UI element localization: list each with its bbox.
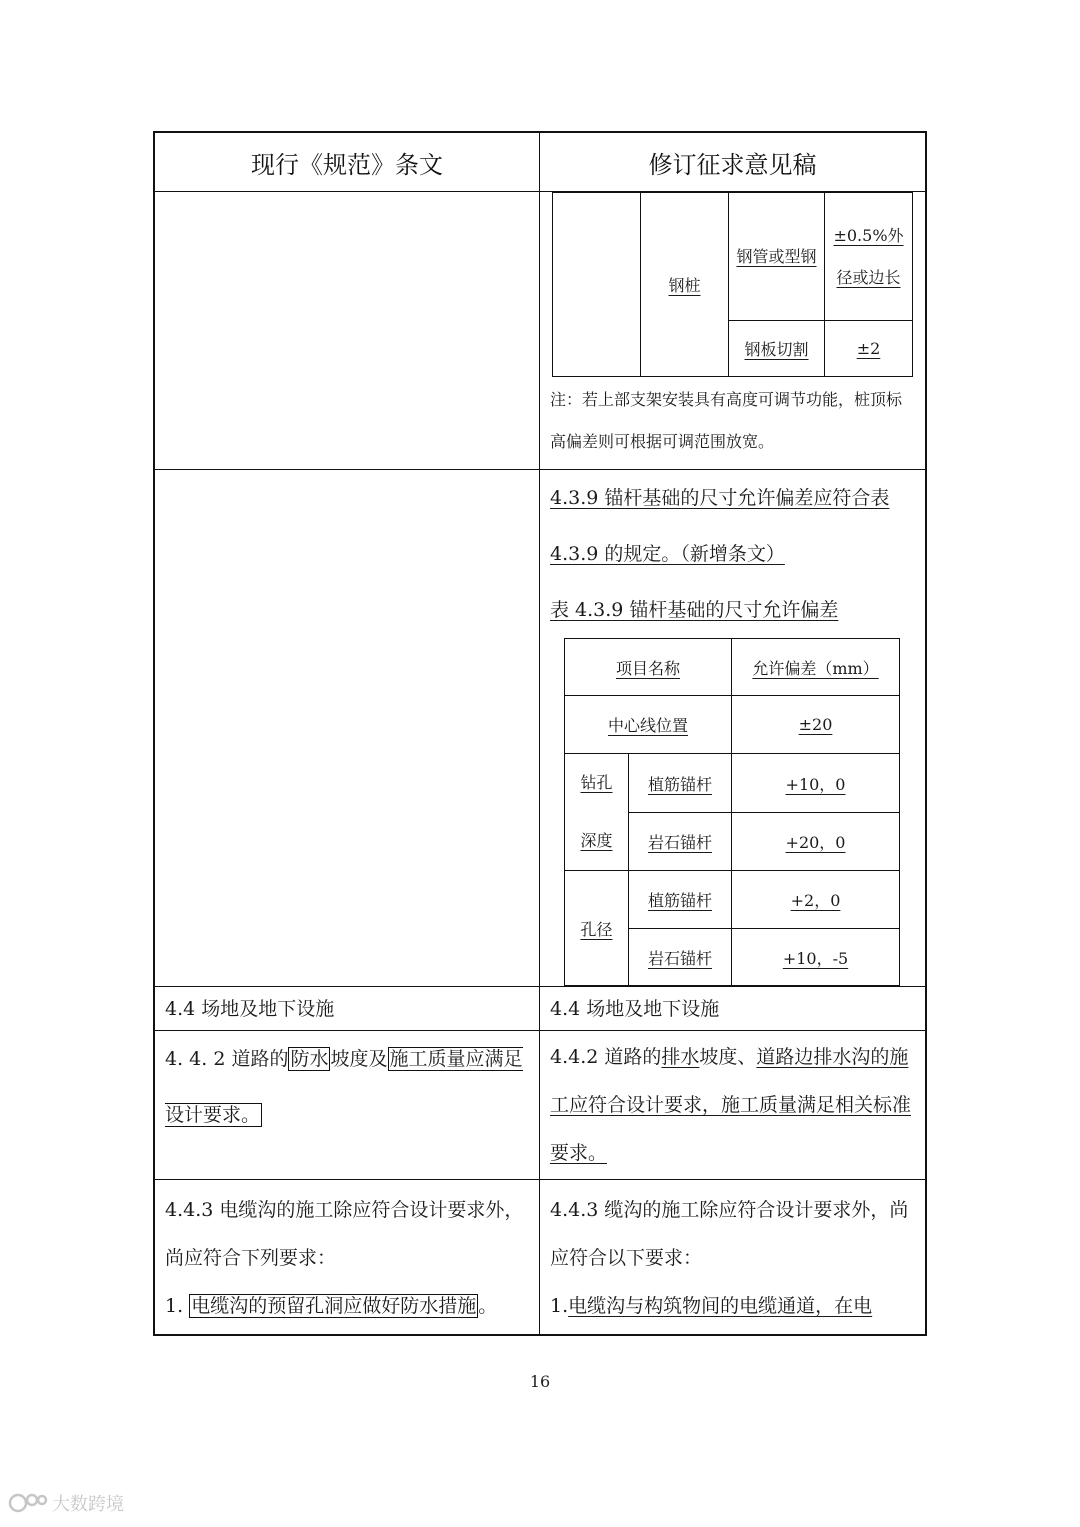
- clause-4-4-2-right: 4.4.2 道路的排水坡度、道路边排水沟的施工应符合设计要求，施工质量满足相关标准要求。: [540, 1031, 927, 1180]
- clause-4-4-3-right: 4.4.3 缆沟的施工除应符合设计要求外，尚应符合以下要求： 1.电缆沟与构筑物间的电缆通道，在电: [540, 1180, 927, 1336]
- pile-type-steel-pipe: 钢管或型钢: [729, 193, 825, 321]
- anchor-tolerance-table: [564, 638, 900, 986]
- boxed-quality-requirement: 施工质量应满足设计要求。: [165, 1048, 523, 1126]
- col-tolerance: 允许偏差（mm）: [732, 639, 900, 696]
- clause-4-4-3-left: 4.4.3 电缆沟的施工除应符合设计要求外，尚应符合下列要求： 1. 电缆沟的预留孔洞应做好防水措施 。: [154, 1180, 540, 1336]
- underlined-ditch-requirement: 道路边排水沟的施工应符合设计要求，施工质量满足相关标准要求。: [550, 1046, 912, 1164]
- anchor-foundation-cell: [540, 470, 927, 987]
- pile-value-steel-pipe: ±0.5%外径或边长: [825, 193, 913, 321]
- underlined-drainage: 排水: [661, 1046, 700, 1068]
- table-row-clause-4-4-3: [154, 1180, 926, 1336]
- drill-depth-type-2: 岩石锚杆: [629, 813, 732, 871]
- page-number: 16: [529, 1372, 551, 1391]
- hole-diameter-type-2: 岩石锚杆: [629, 929, 732, 986]
- col-item-name: 项目名称: [565, 639, 732, 696]
- section-4-4-right: 4.4 场地及地下设施: [540, 987, 927, 1031]
- table-4-3-9-title: 表 4.3.9 锚杆基础的尺寸允许偏差: [550, 599, 839, 621]
- hole-diameter-value-1: +2，0: [732, 871, 900, 929]
- boxed-waterproof: 防水: [290, 1048, 329, 1070]
- underlined-cable-channel: 电缆沟与构筑物间的电缆通道，在电: [568, 1295, 873, 1317]
- center-line-value: ±20: [732, 696, 900, 754]
- hole-diameter-type-1: 植筋锚杆: [629, 871, 732, 929]
- comparison-table: [153, 131, 927, 1336]
- hole-diameter-label: 孔径: [565, 871, 629, 986]
- drill-depth-value-2: +20，0: [732, 813, 900, 871]
- section-4-4-left: 4.4 场地及地下设施: [154, 987, 540, 1031]
- watermark-text: 大数跨境: [52, 1494, 124, 1515]
- header-revised-draft: 修订征求意见稿: [540, 132, 927, 192]
- empty-left-cell: [154, 192, 540, 470]
- table-row-pile-tolerance: [154, 192, 926, 470]
- pile-tolerance-cell: [540, 192, 927, 470]
- pile-blank-cell: [553, 193, 641, 377]
- pile-note: 注：若上部支架安装具有高度可调节功能，桩顶标高偏差则可根据可调范围放宽。: [550, 390, 903, 451]
- hole-diameter-value-2: +10，-5: [732, 929, 900, 986]
- center-line-label: 中心线位置: [565, 696, 732, 754]
- drill-depth-label: 钻孔深度: [565, 754, 629, 871]
- empty-left-cell: [154, 470, 540, 987]
- drill-depth-type-1: 植筋锚杆: [629, 754, 732, 813]
- watermark: [8, 1490, 124, 1516]
- header-current-text: 现行《规范》条文: [154, 132, 540, 192]
- pile-value-steel-plate: ±2: [825, 321, 913, 377]
- table-row-anchor-foundation: [154, 470, 926, 987]
- pile-tolerance-table: [552, 192, 913, 377]
- pile-category: 钢桩: [641, 193, 729, 377]
- clause-4-3-9: 4.3.9 锚杆基础的尺寸允许偏差应符合表 4.3.9 的规定。（新增条文） 表 4.3.9 锚杆基础的尺寸允许偏差: [550, 487, 890, 621]
- boxed-cable-trench-waterproof: 电缆沟的预留孔洞应做好防水措施: [191, 1295, 477, 1317]
- table-header-row: [154, 132, 926, 192]
- pile-type-steel-plate: 钢板切割: [729, 321, 825, 377]
- drill-depth-value-1: +10，0: [732, 754, 900, 813]
- clause-4-4-2-left: 4. 4. 2 道路的 防水 坡度及 施工质量应满足设计要求。: [154, 1031, 540, 1180]
- table-row-section-4-4: [154, 987, 926, 1031]
- watermark-logo-icon: [8, 1490, 48, 1516]
- table-row-clause-4-4-2: [154, 1031, 926, 1180]
